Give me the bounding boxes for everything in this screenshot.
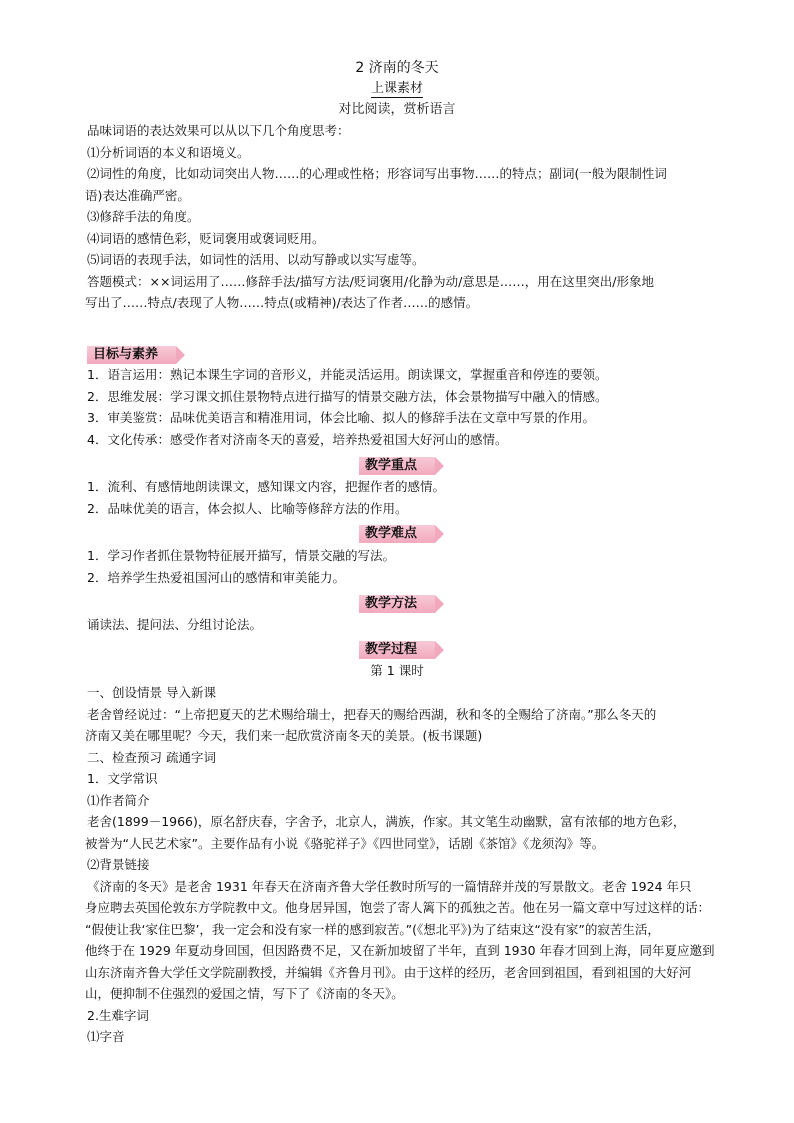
- intro-line: ⑶修辞手法的角度。: [87, 209, 200, 224]
- intro-line: ⑷词语的感情色彩，贬词褒用或褒词贬用。: [87, 230, 325, 246]
- goals-list: [87, 364, 717, 450]
- process-line: 老舍曾经说过：“上帝把夏天的艺术赐给瑞士，把春天的赐给西湖，秋和冬的全赐给了济南。”那么冬天的: [87, 706, 657, 722]
- process-line: 他终于在 1929 年夏动身回国，但因路费不足，又在新加坡留了半年，直到 1930 年春才回到上海，同年夏应邀到: [85, 943, 715, 958]
- process-line: 济南又美在哪里呢？今天，我们来一起欣赏济南冬天的美景。(板书课题): [85, 728, 483, 743]
- intro-block: [87, 120, 717, 314]
- section-heading: 对比阅读，赏析语言: [338, 102, 456, 117]
- methods-text: 诵读法、提问法、分组讨论法。: [87, 617, 263, 632]
- process-line: ⑴字音: [87, 1029, 125, 1044]
- key-point-item: 2．品味优美的语言，体会拟人、比喻等修辞方法的作用。: [87, 500, 408, 516]
- process-line: 被誉为“人民艺术家”。主要作品有小说《骆驼祥子》《四世同堂》，话剧《茶馆》《龙须沟》等。: [85, 835, 605, 851]
- intro-line: 答题模式：××词运用了……修辞手法/描写方法/贬词褒用/化静为动/意思是……，用在这里突出/形象地: [87, 273, 655, 289]
- key-point-item: 1．流利、有感情地朗读课文，感知课文内容，把握作者的感情。: [87, 479, 445, 494]
- page-subtitle: [0, 80, 794, 98]
- goal-item: 3．审美鉴赏：品味优美语言和精准用词，体会比喻、拟人的修辞手法在文章中写景的作用。: [87, 410, 595, 425]
- process-content: [87, 682, 717, 1048]
- process-line: ⑴作者简介: [87, 792, 150, 808]
- goal-item: 4．文化传承：感受作者对济南冬天的喜爱，培养热爱祖国大好河山的感情。: [87, 431, 508, 447]
- process-line: 二、检查预习 疏通字词: [87, 749, 216, 765]
- process-line: 1．文学常识: [87, 771, 158, 786]
- process-line: 身应聘去英国伦敦东方学院教中文。他身居异国，饱尝了寄人篱下的孤独之苦。他在另一篇文章中写过这样的话：: [85, 900, 711, 915]
- process-line: ⑵背景链接: [87, 857, 150, 872]
- process-line: 《济南的冬天》是老舍 1931 年春天在济南齐鲁大学任教时所写的一篇情辞并茂的写景散文。老舍 1924 年只: [87, 878, 692, 894]
- process-banner: [0, 638, 794, 659]
- process-line: 山，便抑制不住强烈的爱国之情，写下了《济南的冬天》。: [85, 986, 404, 1001]
- intro-line: ⑸词语的表现手法，如词性的活用、以动写静或以实写虚等。: [87, 252, 425, 267]
- intro-line: 品味词语的表达效果可以从以下几个角度思考：: [87, 123, 350, 138]
- lesson-number: 第 1 课时: [370, 663, 424, 678]
- goal-item: 1．语言运用：熟记本课生字词的音形义，并能灵活运用。朗读课文，掌握重音和停连的要领。: [87, 367, 608, 382]
- process-line: “假使让我‘家住巴黎’，我一定会和没有家一样的感到寂苦。”(《想北平》)为了结束这“没有家”的寂苦生活，: [85, 921, 660, 937]
- methods-banner: [0, 592, 794, 613]
- difficulty-item: 1．学习作者抓住景物特征展开描写，情景交融的写法。: [87, 548, 395, 563]
- difficulty-item: 2．培养学生热爱祖国河山的感情和审美能力。: [87, 569, 345, 585]
- methods-text-block: [87, 614, 717, 636]
- goal-item: 2．思维发展：学习课文抓住景物特点进行描写的情景交融方法，体会景物描写中融入的情感。: [87, 388, 608, 404]
- key-points-banner: [0, 454, 794, 475]
- intro-line: 语)表达准确严密。: [85, 187, 190, 203]
- process-line: 2.生难字词: [87, 1007, 149, 1023]
- process-banner-label: 教学过程: [359, 641, 435, 659]
- key-points-list: [87, 476, 717, 519]
- goals-banner-label: 目标与素养: [87, 346, 176, 364]
- intro-line: ⑴分析词语的本义和语境义。: [87, 144, 250, 160]
- difficulties-list: [87, 545, 717, 588]
- difficulties-banner: [0, 522, 794, 543]
- process-line: 一、创设情景 导入新课: [87, 685, 216, 700]
- difficulties-banner-label: 教学难点: [359, 525, 435, 543]
- methods-banner-label: 教学方法: [359, 595, 435, 613]
- page-title: 2 济南的冬天: [355, 60, 439, 76]
- process-line: 山东济南齐鲁大学任文学院副教授，并编辑《齐鲁月刊》。由于这样的经历，老舍回到祖国，看到祖国的大好河: [85, 964, 692, 980]
- goals-banner: [87, 343, 176, 364]
- intro-line: ⑵词性的角度，比如动词突出人物……的心理或性格；形容词写出事物……的特点；副词(一般为限制性词: [87, 166, 667, 181]
- intro-line: 写出了……特点/表现了人物……特点(或精神)/表达了作者……的感情。: [85, 295, 479, 310]
- process-line: 老舍(1899－1966)，原名舒庆春，字舍予，北京人，满族，作家。其文笔生动幽默，富有浓郁的地方色彩，: [87, 814, 686, 829]
- key-points-banner-label: 教学重点: [359, 457, 435, 475]
- subtitle-text: 上课素材: [370, 81, 423, 96]
